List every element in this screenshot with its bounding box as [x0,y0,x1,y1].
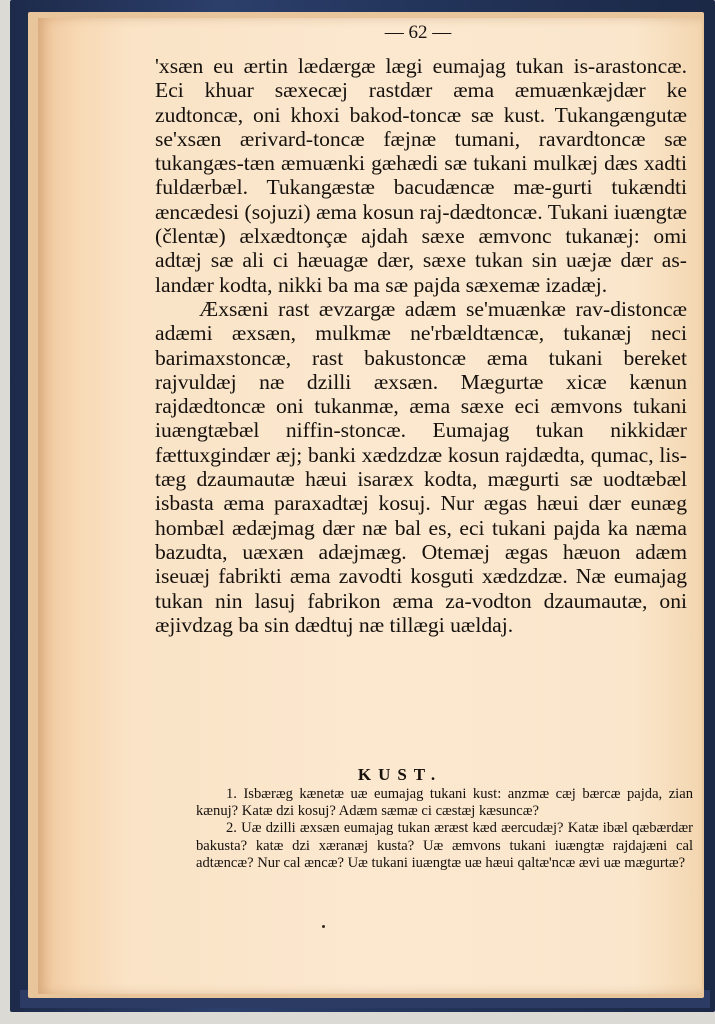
section-heading: KUST. [357,765,443,784]
question-item: 2. Uæ dzilli æxsæn eumajag tukan æræst kæd æercudæj? Katæ ibæl qæbærdær bakusta? katæ dzi xæranæj kusta? Uæ æmvons tukani iuængtæ rajdajæni cal adtæncæ? Nur cal æncæ? Uæ tukani iuængtæ uæ hæui qaltæ'ncæ ævi uæ mægurtæ? [196,820,693,871]
paragraph: 'xsæn eu ærtin lædærgæ lægi eumajag tukan is-arastoncæ. Eci khuar sæxecæj rastdær æma æmuænkæjdær ke zudtoncæ, oni khoxi bakod-toncæ sæ kust. Tukangængutæ se'xsæn ærivard-toncæ fæjnæ tumani, ravardtoncæ sæ tukangæs-tæn æmuænki gæhædi sæ tukani mulkæj dæs xadti fuldærbæl. Tukangæstæ bacudæncæ mæ-gurti tukændti æncædesi (sojuzi) æma kosun raj-dædtoncæ. Tukani iuængtæ (člentæ) ælxædtonçæ ajdah sæxe æmvonc tukanæj: omi adtæj sæ ali ci hæuagæ dær, sæxe tukan sin uæjæ dær as-landær kodta, nikki ba ma sæ pajda sæxemæ izadæj. [155,54,687,297]
page-number: — 62 — [384,22,452,43]
questions-list [196,786,693,872]
paragraph: Æxsæni rast ævzargæ adæm se'muænkæ rav-distoncæ adæmi æxsæn, mulkmæ ne'rbældtæncæ, tukanæj neci barimaxstoncæ, rast bakustoncæ æma tukani bereket rajvuldæj næ dzilli æxsæn. Mægurtæ xicæ kænun rajdædtoncæ oni tukanmæ, æma sæxe eci æmvons tukani iuængtæbæl niffin-stoncæ. Eumajag tukan nikkidær fættuxgindær æj; banki xædzdzæ kosun rajdædta, qumac, lis-tæg dzaumautæ hæui isaræx kodta, mægurti sæ uodtæbæl isbasta æma paraxadtæj kosuj. Nur ægas hæui dær eunæg hombæl ædæjmag dær næ bal es, eci tukani pajda ka næma bazudta, uæxæn adæjmæg. Otemæj ægas hæuon adæm iseuæj fabrikti æma zavodti kosguti xædzdzæ. Næ eumajag tukan nin lasuj fabrikon æma za-vodton dzaumautæ, oni æjivdzag ba sin dædtuj næ tillægi uældaj. [155,296,687,637]
question-item: 1. Isbæræg kænetæ uæ eumajag tukani kust: anzmæ cæj bærcæ pajda, zian kænuj? Katæ dzi kosuj? Adæm sæmæ ci cæstæj kæsuncæ? [196,786,693,820]
ink-speck [322,925,325,928]
body-text [155,54,687,637]
